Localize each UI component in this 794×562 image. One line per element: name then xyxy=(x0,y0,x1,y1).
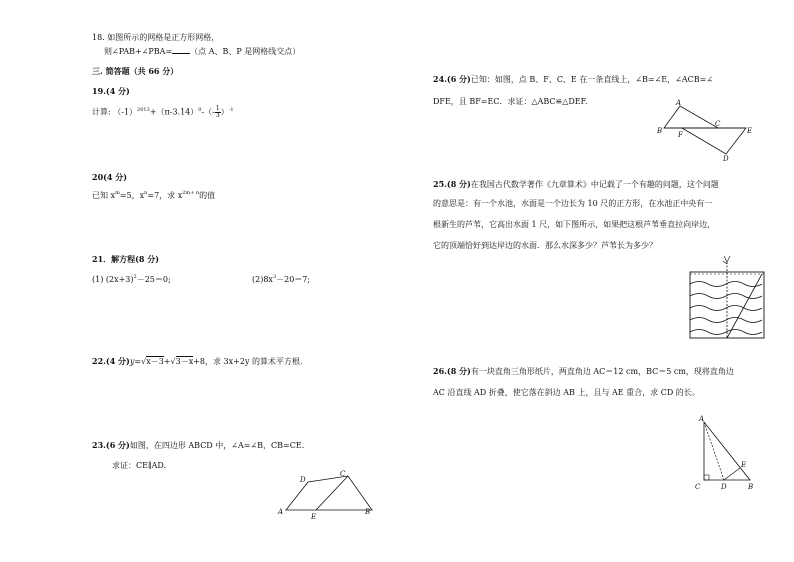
figure-25-pond xyxy=(688,262,768,342)
q21-p1-b: －25＝0; xyxy=(136,275,171,284)
q22-radicand1: x－3 xyxy=(146,357,164,366)
q23-line2-text: 求证：CE∥AD. xyxy=(112,461,167,470)
q25-line2 xyxy=(433,198,712,209)
q21-p2-b: －20＝7; xyxy=(276,275,311,284)
q22-rest: +8，求 3x+2y 的算术平方根. xyxy=(193,357,303,366)
fig24-label-c: C xyxy=(715,120,721,128)
figure-24 xyxy=(656,98,766,162)
q19-term2: +（π-3.14） xyxy=(149,107,199,117)
q20-part-a: 已知 x xyxy=(92,191,116,200)
q19-calc-label: 计算: xyxy=(92,107,111,117)
section3-title-text: 三. 简答题（共 66 分） xyxy=(92,66,179,76)
figure-26 xyxy=(690,414,770,494)
q22-body xyxy=(92,356,303,367)
q25-line3-text: 根新生的芦苇，它高出水面 1 尺，如下图所示，如果把这根芦苇垂直拉向岸边， xyxy=(433,220,716,229)
fig26-fold-ad xyxy=(704,422,724,480)
q23-line1-text: 如图，在四边形 ABCD 中，∠A=∠B，CB=CE. xyxy=(129,441,305,450)
q25-line1 xyxy=(433,179,719,190)
q21-head-text: 21．解方程(8 分) xyxy=(92,254,160,264)
q18-line2-text: 则∠PAB+∠PBA= xyxy=(104,47,173,56)
fig24-triangle-def xyxy=(682,128,746,154)
q18-line1 xyxy=(92,32,214,43)
fig25-wave-5 xyxy=(690,330,762,335)
q26-line1 xyxy=(433,366,734,377)
fig25-wave-1 xyxy=(690,282,762,287)
fig26-label-a: A xyxy=(699,415,705,423)
q19-fraction-numerator: 1 xyxy=(215,105,220,112)
q21-p2-exponent: 3 xyxy=(272,274,277,280)
q23-line1 xyxy=(92,440,304,451)
q21-head xyxy=(92,254,159,265)
section3-title xyxy=(92,66,178,77)
fig24-label-d: D xyxy=(723,155,729,163)
q20-head xyxy=(92,172,127,183)
q22-head: 22.(4 分) xyxy=(92,356,130,366)
q18-line2 xyxy=(104,46,300,57)
fig24-triangle-abc xyxy=(664,106,718,128)
q26-head: 26.(8 分) xyxy=(433,366,471,376)
q20-part-c: =7，求 x xyxy=(147,191,183,200)
fig23-label-b: B xyxy=(365,508,371,516)
q18-line1-text: 18. 如图所示的网格是正方形网格, xyxy=(92,33,214,42)
q19-term1-exponent: 2013 xyxy=(137,106,150,113)
fig26-label-b: B xyxy=(748,483,754,491)
q24-line2-text: DFE，且 BF=EC．求证：△ABC≌△DEF. xyxy=(433,97,588,106)
fig23-label-d: D xyxy=(300,476,306,484)
q26-line2 xyxy=(433,387,700,398)
fig26-triangle-acb xyxy=(704,422,750,480)
q20-part-b: =5，x xyxy=(119,191,145,200)
q23-head: 23.(6 分) xyxy=(92,440,130,450)
q24-line1-text: 已知：如图，点 B、F、C、E 在一条直线上，∠B=∠E，∠ACB=∠ xyxy=(470,75,714,84)
q25-line3 xyxy=(433,219,715,230)
fig23-label-c: C xyxy=(340,470,346,478)
fig26-label-c: C xyxy=(695,483,701,491)
fig23-label-a: A xyxy=(278,508,284,516)
q21-p2-a: (2)8x xyxy=(252,275,273,284)
q19-term3-close: ） xyxy=(220,107,229,117)
fig23-segment-ce xyxy=(316,476,348,510)
q19-term3-exponent: -1 xyxy=(228,106,234,113)
q19-head-text: 19.(4 分) xyxy=(92,86,130,96)
q19-fraction-denominator: 3 xyxy=(215,112,220,119)
q24-line1 xyxy=(433,74,713,85)
fig25-reed-leaf xyxy=(723,256,730,264)
fig26-label-e: E xyxy=(741,461,747,469)
q19-term1: （-1） xyxy=(113,107,138,117)
q26-line2-text: AC 沿直线 AD 折叠，使它落在斜边 AB 上，且与 AE 重合，求 CD 的长。 xyxy=(433,388,700,397)
fig26-segment-de xyxy=(724,468,740,480)
fig26-label-d: D xyxy=(721,483,727,491)
q22-radicand2: 3－x xyxy=(175,357,194,366)
q19-head xyxy=(92,86,130,97)
fig25-wave-3 xyxy=(690,306,762,311)
figure-23 xyxy=(278,470,378,520)
q25-line4 xyxy=(433,240,657,251)
q20-exp-n: n xyxy=(144,190,148,196)
q25-line4-text: 它的顶端恰好到达岸边的水面．那么水深多少？芦苇长为多少？ xyxy=(433,241,657,250)
q23-line2 xyxy=(112,460,166,471)
q18-line2-note: （点 A、B、P 是网格线交点） xyxy=(190,47,301,56)
fig24-label-a: A xyxy=(676,99,682,107)
q19-expression xyxy=(92,106,234,120)
fig24-label-e: E xyxy=(747,127,753,135)
q22-plus: + xyxy=(163,357,171,366)
q19-term2-exponent: 0 xyxy=(198,106,202,113)
q20-part-d: 的值 xyxy=(199,191,216,200)
q20-body xyxy=(92,190,215,203)
q22-sqrt2-sign: √ xyxy=(170,357,176,366)
q26-line1-text: 有一块直角三角形纸片，两直角边 AC＝12 cm，BC＝5 cm，现将直角边 xyxy=(470,367,734,376)
q25-head: 25.(8 分) xyxy=(433,179,471,189)
q19-term3-open: -（- xyxy=(201,107,215,117)
fig24-label-f: F xyxy=(678,131,683,139)
q21-p1-a: (1) (2x+3) xyxy=(92,275,134,284)
q18-answer-blank xyxy=(172,47,190,54)
q20-head-text: 20(4 分) xyxy=(92,172,128,182)
fig25-wave-4 xyxy=(690,318,762,323)
fig23-label-e: E xyxy=(311,513,317,521)
fig23-quadrilateral xyxy=(286,476,372,510)
q21-part2 xyxy=(252,274,310,287)
q25-line1-text: 在我国古代数学著作《九章算术》中记载了一个有趣的问题，这个问题 xyxy=(470,180,719,189)
q21-part1 xyxy=(92,274,171,287)
q20-exp-m: m xyxy=(115,190,120,196)
q22-sqrt1-sign: √ xyxy=(141,357,147,366)
q24-line2 xyxy=(433,96,587,107)
fig24-label-b: B xyxy=(657,127,663,135)
q24-head: 24.(6 分) xyxy=(433,74,471,84)
fig26-right-angle-mark xyxy=(704,475,709,480)
q20-exp-2m-n: 2m+ n xyxy=(182,190,200,196)
q21-p1-exponent: 2 xyxy=(133,274,137,280)
q22-y-eq: y= xyxy=(129,357,142,366)
q25-line2-text: 的意思是：有一个水池，水面是一个边长为 10 尺的正方形，在水池正中央有一 xyxy=(433,199,713,208)
